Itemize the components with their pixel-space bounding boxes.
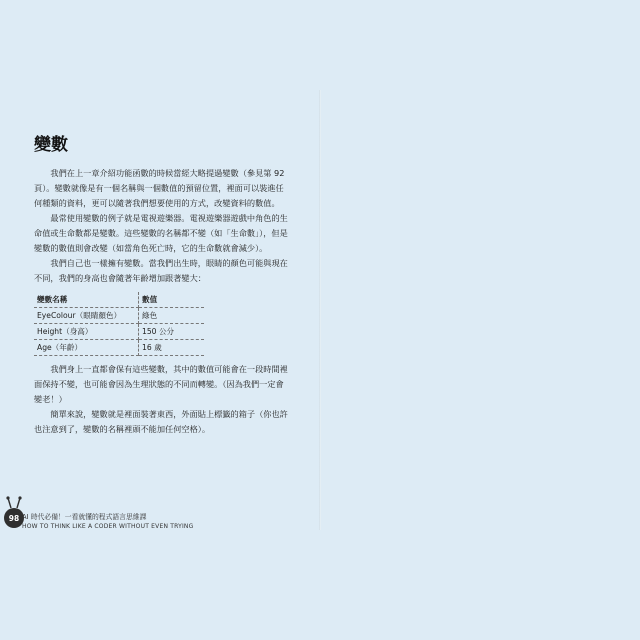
table-header-row [34, 292, 204, 308]
table-row [34, 308, 204, 324]
table-row [34, 340, 204, 356]
table-header: 數值 [139, 292, 205, 308]
left-body [34, 166, 290, 437]
page-number: 98 [4, 508, 24, 528]
footer [22, 512, 272, 532]
table-cell: 綠色 [139, 308, 205, 324]
table-cell: 16 歲 [139, 340, 205, 356]
table-cell: Height（身高） [34, 324, 139, 340]
paragraph: 我們自己也一樣擁有變數。當我們出生時，眼睛的顏色可能與現在不同，我們的身高也會隨著年齡增加跟著變大： [34, 258, 288, 283]
paragraph: 我們身上一直都會保有這些變數，其中的數值可能會在一段時間裡面保持不變，也可能會因為生理狀態的不同而轉變。（因為我們一定會變老！） [34, 364, 288, 404]
book-subtitle: HOW TO THINK LIKE A CODER WITHOUT EVEN TRYING [22, 523, 194, 530]
page-title: 變數 [34, 135, 68, 155]
book-title: AI 時代必備！一看就懂的程式語言思維課 [22, 513, 147, 521]
paragraph: 最常使用變數的例子就是電視遊樂器。電視遊樂器遊戲中角色的生命值或生命數都是變數。這些變數的名稱都不變（如「生命數」），但是變數的數值則會改變（如當角色死亡時，它的生命數就會減少）。 [34, 213, 288, 253]
paragraph: 我們在上一章介紹功能函數的時候當經大略提過變數（參見第 92 頁）。變數就像是有一個名稱與一個數值的預留位置，裡面可以裝進任何種類的資料，更可以隨著我們想要使用的方式，改變資料的數值。 [34, 168, 285, 208]
antenna-icon [4, 496, 24, 508]
variables-table [34, 292, 204, 356]
table-cell: 150 公分 [139, 324, 205, 340]
right-page [320, 0, 640, 640]
table-row [34, 324, 204, 340]
table-cell: EyeColour（眼睛顏色） [34, 308, 139, 324]
table-cell: Age（年齡） [34, 340, 139, 356]
table-header: 變數名稱 [34, 292, 139, 308]
paragraph: 簡單來說，變數就是裡面裝著東西，外面貼上標籤的箱子（你也許也注意到了，變數的名稱裡頭不能加任何空格）。 [34, 409, 288, 434]
